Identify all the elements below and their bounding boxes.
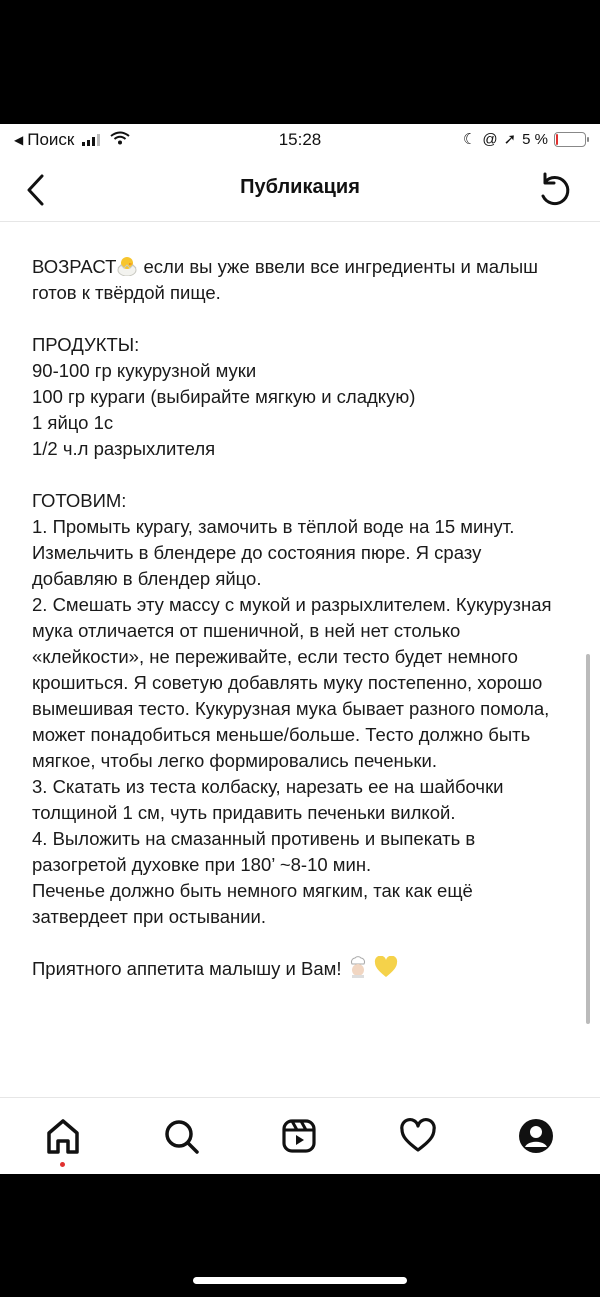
post-caption bbox=[32, 254, 572, 982]
product-item: 100 гр кураги (выбирайте мягкую и сладкую) bbox=[32, 386, 416, 407]
status-bar bbox=[0, 124, 600, 158]
tab-search[interactable] bbox=[161, 1116, 201, 1156]
step-item: 1. Промыть курагу, замочить в тёплой воде на 15 минут. Измельчить в блендере до состояния пюре. Я сразу добавляю в блендер яйцо. bbox=[32, 516, 515, 589]
step-item: 2. Смешать эту массу с мукой и разрыхлителем. Кукурузная мука отличается от пшеничной, в ней нет столько «клейкости», не переживайте, если тесто будет немного крошиться. Я советую добавлять муку постепенно, хорошо вымешивая тесто. Кукурузная мука бывает разного помола, может понадобиться меньше/больше. Тесто должно быть мягкое, чтобы легко формировались печеньки. bbox=[32, 594, 552, 771]
tab-home[interactable] bbox=[43, 1116, 83, 1156]
age-text: если вы уже ввели все ингредиенты и малыш готов к твёрдой пище. bbox=[32, 256, 538, 303]
product-item: 90-100 гр кукурузной муки bbox=[32, 360, 257, 381]
steps-title: ГОТОВИМ: bbox=[32, 490, 127, 511]
orientation-lock-icon: @ bbox=[482, 130, 498, 148]
nav-header bbox=[0, 158, 600, 222]
status-right bbox=[463, 130, 586, 148]
carrier-label: Поиск bbox=[27, 130, 75, 149]
reels-icon bbox=[279, 1116, 319, 1156]
moon-icon: ☾ bbox=[462, 131, 477, 148]
profile-icon bbox=[516, 1116, 556, 1156]
tab-activity[interactable] bbox=[398, 1116, 438, 1156]
page-title: Публикация bbox=[240, 176, 360, 198]
heart-icon bbox=[398, 1116, 438, 1156]
closing-line bbox=[32, 956, 572, 982]
tab-profile[interactable] bbox=[516, 1116, 556, 1156]
notification-dot bbox=[60, 1162, 65, 1167]
product-item: 1 яйцо 1с bbox=[32, 412, 114, 433]
back-triangle-icon: ◀ bbox=[14, 133, 24, 147]
refresh-button[interactable] bbox=[534, 170, 574, 210]
clock: 15:28 bbox=[278, 130, 322, 149]
tab-reels[interactable] bbox=[279, 1116, 319, 1156]
home-icon bbox=[43, 1116, 83, 1156]
step-item: 4. Выложить на смазанный противень и выпекать в разогретой духовке при 180’ ~8-10 мин. bbox=[32, 828, 476, 875]
yellow-heart-icon bbox=[374, 956, 396, 976]
screen bbox=[0, 124, 600, 1174]
battery-icon bbox=[554, 132, 586, 147]
product-item: 1/2 ч.л разрыхлителя bbox=[32, 438, 216, 459]
age-label: ВОЗРАСТ bbox=[32, 256, 117, 277]
step-item: 3. Скатать из теста колбаску, нарезать ее на шайбочки толщиной 1 см, чуть придавить печеньки вилкой. bbox=[32, 776, 504, 823]
closing-text: Приятного аппетита малышу и Вам! bbox=[32, 958, 342, 979]
scroll-indicator[interactable] bbox=[586, 654, 590, 1024]
hatching-chick-icon bbox=[116, 256, 138, 276]
location-icon: ➚ bbox=[503, 131, 517, 148]
home-indicator[interactable] bbox=[193, 1277, 407, 1284]
tab-bar bbox=[0, 1097, 600, 1174]
cook-icon bbox=[347, 956, 369, 976]
age-line bbox=[32, 254, 572, 306]
products-title: ПРОДУКТЫ: bbox=[32, 334, 140, 355]
battery-percent: 5 % bbox=[522, 130, 548, 148]
refresh-icon bbox=[534, 170, 574, 210]
step-item: Печенье должно быть немного мягким, так как ещё затвердеет при остывании. bbox=[32, 880, 473, 927]
search-icon bbox=[161, 1116, 201, 1156]
